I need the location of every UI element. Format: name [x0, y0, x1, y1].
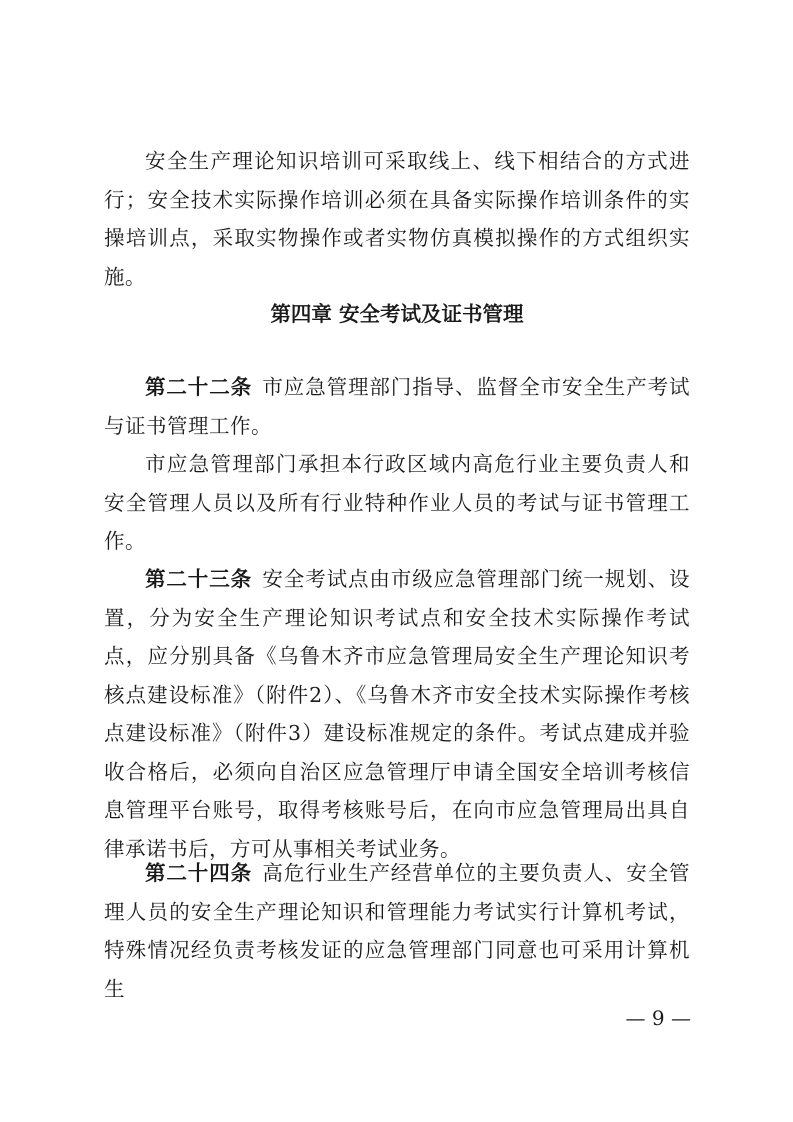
- continuation-paragraph: 安全生产理论知识培训可采取线上、线下相结合的方式进行；安全技术实际操作培训必须在具备实际操作培训条件的实操培训点，采取实物操作或者实物仿真模拟操作的方式组织实施。: [104, 149, 690, 289]
- article-22-paragraph: [104, 368, 690, 445]
- article-24-text: 高危行业生产经营单位的主要负责人、安全管理人员的安全生产理论知识和管理能力考试实行计算机考试，特殊情况经负责考核发证的应急管理部门同意也可采用计算机生: [104, 861, 690, 1001]
- article-23-paragraph: [104, 560, 690, 868]
- article-23-text: 安全考试点由市级应急管理部门统一规划、设置，分为安全生产理论知识考试点和安全技术实际操作考试点，应分别具备《乌鲁木齐市应急管理局安全生产理论知识考核点建设标准》（附件2）、《乌鲁木齐市安全技术实际操作考核点建设标准》（附件3）建设标准规定的条件。考试点建成并验收合格后，必须向自治区应急管理厅申请全国安全培训考核信息管理平台账号，取得考核账号后，在向市应急管理局出具自律承诺书后，方可从事相关考试业务。: [104, 567, 690, 861]
- article-22-label: 第二十二条: [145, 375, 252, 399]
- page-number: — 9 —: [625, 1006, 691, 1030]
- article-23-label: 第二十三条: [145, 567, 252, 591]
- article-22-text: 市应急管理部门指导、监督全市安全生产考试与证书管理工作。: [104, 375, 690, 438]
- article-24-label: 第二十四条: [145, 861, 252, 885]
- document-page: [104, 0, 690, 1122]
- article-22-paragraph-2: 市应急管理部门承担本行政区域内高危行业主要负责人和安全管理人员以及所有行业特种作业人员的考试与证书管理工作。: [104, 452, 690, 553]
- chapter-heading: 第四章 安全考试及证书管理: [270, 302, 524, 326]
- article-24-paragraph: [104, 854, 690, 1008]
